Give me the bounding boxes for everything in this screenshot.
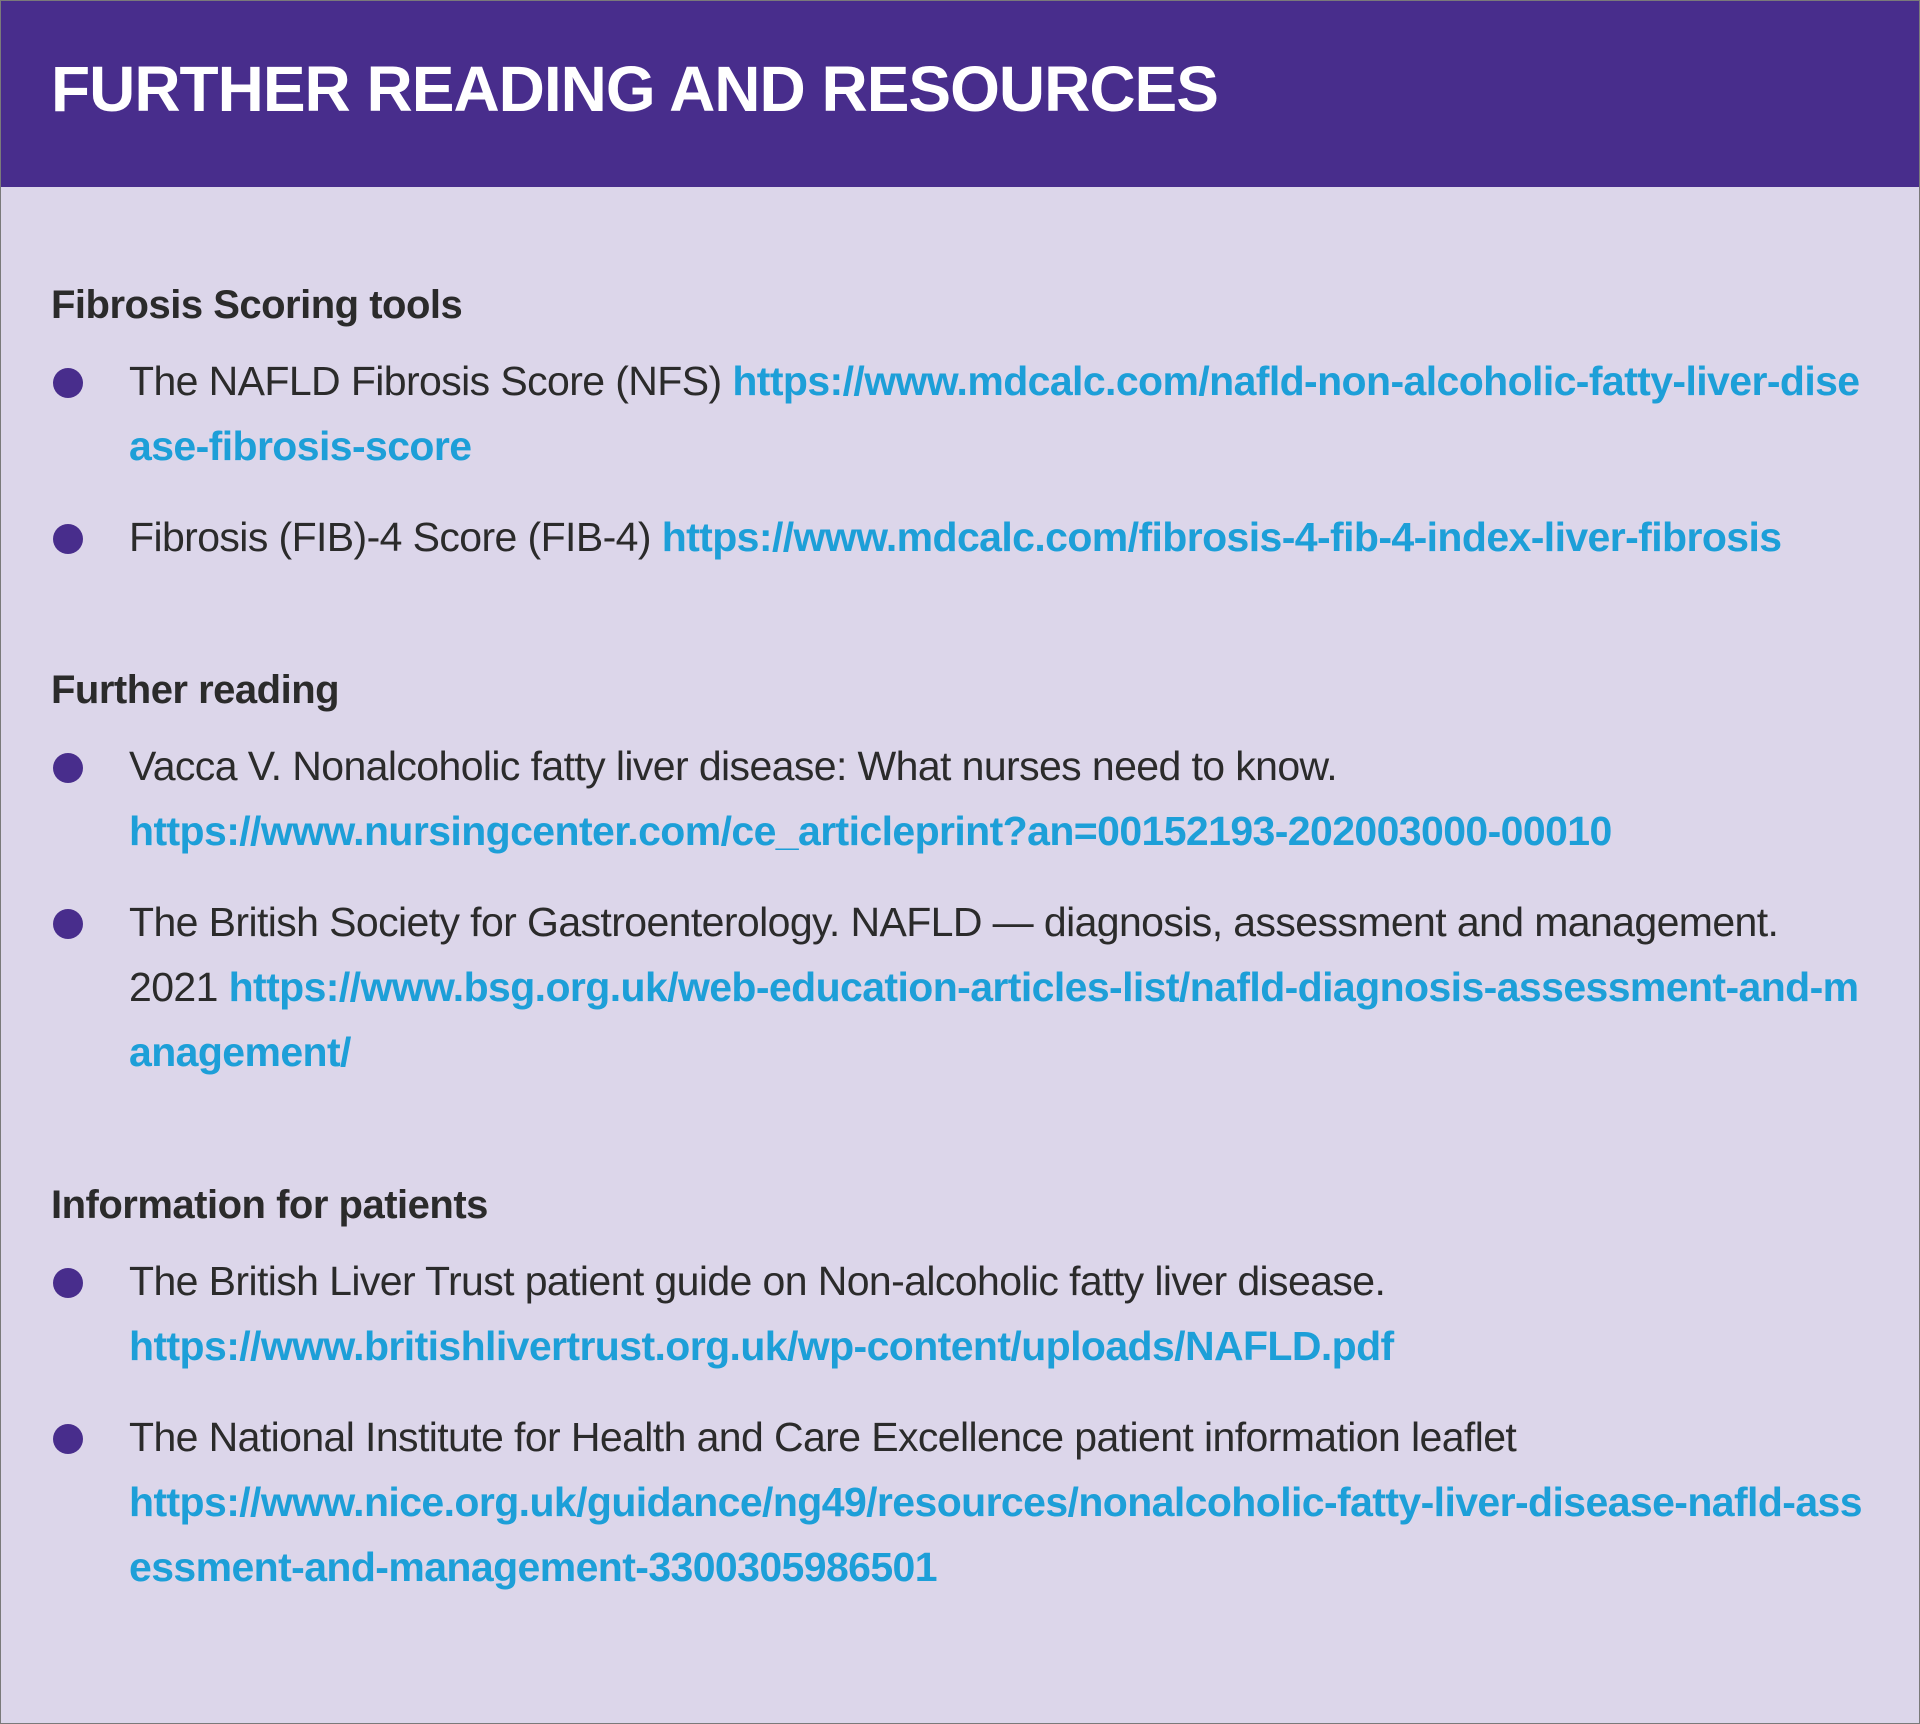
bullet-icon xyxy=(53,1268,83,1298)
bullet-icon xyxy=(53,1424,83,1454)
item-text: Vacca V. Nonalcoholic fatty liver disease: What nurses need to know. xyxy=(129,743,1338,789)
bullet-icon xyxy=(53,524,83,554)
content-area xyxy=(1,187,1919,1600)
header-banner xyxy=(1,1,1919,187)
resource-link[interactable]: https://www.nursingcenter.com/ce_articleprint?an=00152193-202003000-00010 xyxy=(129,808,1612,854)
bullet-icon xyxy=(53,753,83,783)
list-item xyxy=(51,890,1869,1085)
resource-link[interactable]: https://www.mdcalc.com/fibrosis-4-fib-4-index-liver-fibrosis xyxy=(661,514,1782,560)
resource-link[interactable]: https://www.bsg.org.uk/web-education-articles-list/nafld-diagnosis-assessment-and-management/ xyxy=(129,964,1859,1075)
section-further-reading xyxy=(51,662,1869,1085)
list-item xyxy=(51,734,1869,864)
page-title: FURTHER READING AND RESOURCES xyxy=(51,53,1218,125)
bullet-icon xyxy=(53,909,83,939)
list-item xyxy=(51,1249,1869,1379)
resource-link[interactable]: https://www.mdcalc.com/nafld-non-alcoholic-fatty-liver-disease-fibrosis-score xyxy=(129,358,1860,469)
section-fibrosis-scoring-tools xyxy=(51,277,1869,570)
item-text: Fibrosis (FIB)-4 Score (FIB-4) xyxy=(129,514,662,560)
item-text: The British Society for Gastroenterology. NAFLD — diagnosis, assessment and management. 2021 xyxy=(129,899,1779,1010)
bullet-icon xyxy=(53,368,83,398)
resource-link[interactable]: https://www.britishlivertrust.org.uk/wp-content/uploads/NAFLD.pdf xyxy=(129,1323,1394,1369)
section-heading: Fibrosis Scoring tools xyxy=(51,283,463,327)
section-heading: Information for patients xyxy=(51,1183,488,1227)
resource-list xyxy=(51,349,1869,570)
resource-list xyxy=(51,734,1869,1085)
item-text: The National Institute for Health and Care Excellence patient information leaflet xyxy=(129,1414,1517,1460)
item-text: The British Liver Trust patient guide on Non-alcoholic fatty liver disease. xyxy=(129,1258,1386,1304)
list-item xyxy=(51,349,1869,479)
list-item xyxy=(51,1405,1869,1600)
resource-link[interactable]: https://www.nice.org.uk/guidance/ng49/resources/nonalcoholic-fatty-liver-disease-nafld-assessment-and-management-3300305986501 xyxy=(129,1479,1862,1590)
list-item xyxy=(51,505,1869,570)
section-heading: Further reading xyxy=(51,668,340,712)
section-information-for-patients xyxy=(51,1177,1869,1600)
resource-list xyxy=(51,1249,1869,1600)
item-text: The NAFLD Fibrosis Score (NFS) xyxy=(129,358,733,404)
